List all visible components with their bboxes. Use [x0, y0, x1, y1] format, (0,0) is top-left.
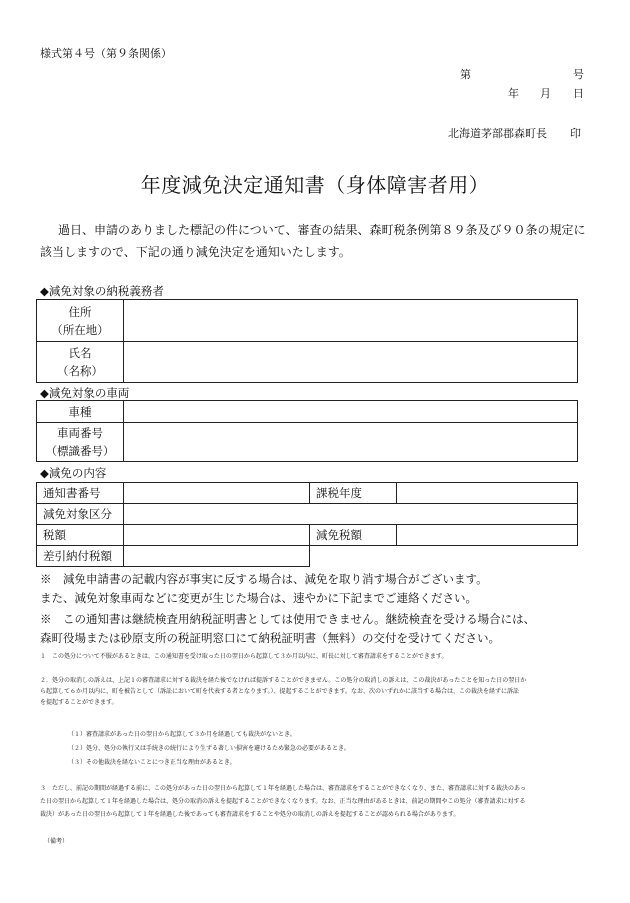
date-month-label: 月: [540, 87, 551, 100]
issuer-name: 北海道茅部郡森町長: [448, 127, 547, 140]
remarks-label: （備考）: [44, 838, 69, 845]
exemption-category-label: 減免対象区分: [37, 504, 124, 525]
details-blank-cell: [310, 546, 397, 567]
vehicle-table: [36, 400, 578, 462]
intro-paragraph: 過日、申請のありました標記の件について、審査の結果、森町税条例第８９条及び９０条の規定に該当しますので、下記の通り減免決定を通知いたします。: [40, 223, 586, 259]
form-number: 様式第４号（第９条関係）: [40, 47, 172, 60]
fine-print-appeal: １ この処分について不服があるときは、この通知書を受け取った日の翌日から起算して３か月以内に、町長に対して審査請求をすることができます。: [40, 653, 448, 660]
details-row-2: [37, 504, 578, 525]
document-title: 年度減免決定通知書（身体障害者用）: [140, 173, 490, 197]
fine-print-lawsuit-line2: ら起算して６か月以内に、町を被告として（訴訟において町を代表する者となります。）、提起することができます。なお、次のいずれかに該当する場合は、この裁決を経ずに訴訟: [40, 688, 520, 695]
address-label-line2: （所在地）: [51, 322, 109, 337]
fine-print-item-2: （２）処分、処分の執行又は手続きの続行により生ずる著しい損害を避けるため緊急の必要があるとき。: [68, 745, 350, 752]
details-row-4: [37, 546, 578, 567]
address-label: [37, 300, 124, 342]
taxpayer-table: [36, 299, 578, 383]
address-label-line1: 住所: [68, 304, 92, 319]
note-certificate-window: 森町役場または砂原支所の税証明窓口にて納税証明書（無料）の交付を受けてください。: [40, 631, 500, 645]
tax-amount-value: [124, 525, 310, 546]
note-revocation: ※ 減免申請書の記載内容が事実に反する場合は、減免を取り消す場合がございます。: [40, 572, 488, 586]
tax-year-value: [397, 483, 578, 504]
balance-value: [124, 546, 310, 567]
notice-number-value: [124, 483, 310, 504]
plate-label-line2: （標識番号）: [45, 444, 115, 458]
details-section-heading: ◆減免の内容: [40, 466, 107, 480]
address-value: [124, 300, 578, 342]
tax-year-label: 課税年度: [310, 483, 397, 504]
date-day-label: 日: [573, 87, 584, 100]
fine-print-deadline-line1: ３ ただし、前記の期間が経過する前に、この処分があった日の翌日から起算して１年を経過した場合は、審査請求をすることができなくなり、また、審査請求に対する裁決のあっ: [40, 785, 526, 792]
plate-label-line1: 車両番号: [57, 426, 103, 440]
exempt-amount-label: 減免税額: [310, 525, 397, 546]
balance-label: 差引納付税額: [37, 546, 124, 567]
fine-print-deadline-line3: 裁決）があった日の翌日から起算して１年を経過した後であっても審査請求をすることや処分の取消しの訴えを提起することが認められる場合があります。: [40, 811, 460, 818]
document-number-suffix: 号: [573, 68, 584, 81]
vehicle-type-value: [124, 401, 578, 423]
fine-print-item-3: （３）その他裁決を経ないことにつき正当な理由があるとき。: [68, 759, 236, 766]
plate-row: [37, 423, 578, 462]
name-row: [37, 342, 578, 383]
exempt-amount-value: [397, 525, 578, 546]
details-table: [36, 482, 578, 567]
details-blank-cell: [397, 546, 578, 567]
note-change-contact: また、減免対象車両などに変更が生じた場合は、速やかに下記までご連絡ください。: [40, 591, 477, 605]
fine-print-item-1: （１）審査請求があった日の翌日から起算して３か月を経過しても裁決がないとき。: [68, 731, 296, 738]
document-number-prefix: 第: [460, 68, 471, 81]
details-row-3: [37, 525, 578, 546]
name-value: [124, 342, 578, 383]
fine-print-deadline-line2: た日の翌日から起算して１年を経過した場合は、処分の取消の訴えを提起することができなくなります。なお、正当な理由があるときは、前記の期間やこの処分（審査請求に対する: [40, 798, 526, 805]
fine-print-lawsuit-line1: ２．処分の取消しの訴えは、上記１の審査請求に対する裁決を経た後でなければ提訴することができません。この処分の取消しの訴えは、この裁決があったことを知った日の翌日か: [40, 677, 527, 684]
seal-mark: 印: [570, 127, 581, 140]
name-label: [37, 342, 124, 383]
fine-print-lawsuit-line3: を提起することができます。: [40, 699, 118, 706]
tax-amount-label: 税額: [37, 525, 124, 546]
vehicle-section-heading: ◆減免対象の車両: [40, 386, 130, 400]
name-label-line2: （名称）: [57, 364, 103, 378]
address-row: [37, 300, 578, 342]
plate-label: [37, 423, 124, 462]
plate-value: [124, 423, 578, 462]
note-certificate: ※ この通知書は継続検査用納税証明書としては使用できません。継続検査を受ける場合には、: [40, 612, 536, 626]
date-year-label: 年: [508, 87, 519, 100]
name-label-line1: 氏名: [68, 346, 92, 360]
vehicle-type-label: 車種: [37, 401, 124, 423]
notice-number-label: 通知書番号: [37, 483, 124, 504]
details-row-1: [37, 483, 578, 504]
exemption-category-value: [124, 504, 578, 525]
vehicle-type-row: [37, 401, 578, 423]
taxpayer-section-heading: ◆減免対象の納税義務者: [40, 284, 164, 298]
